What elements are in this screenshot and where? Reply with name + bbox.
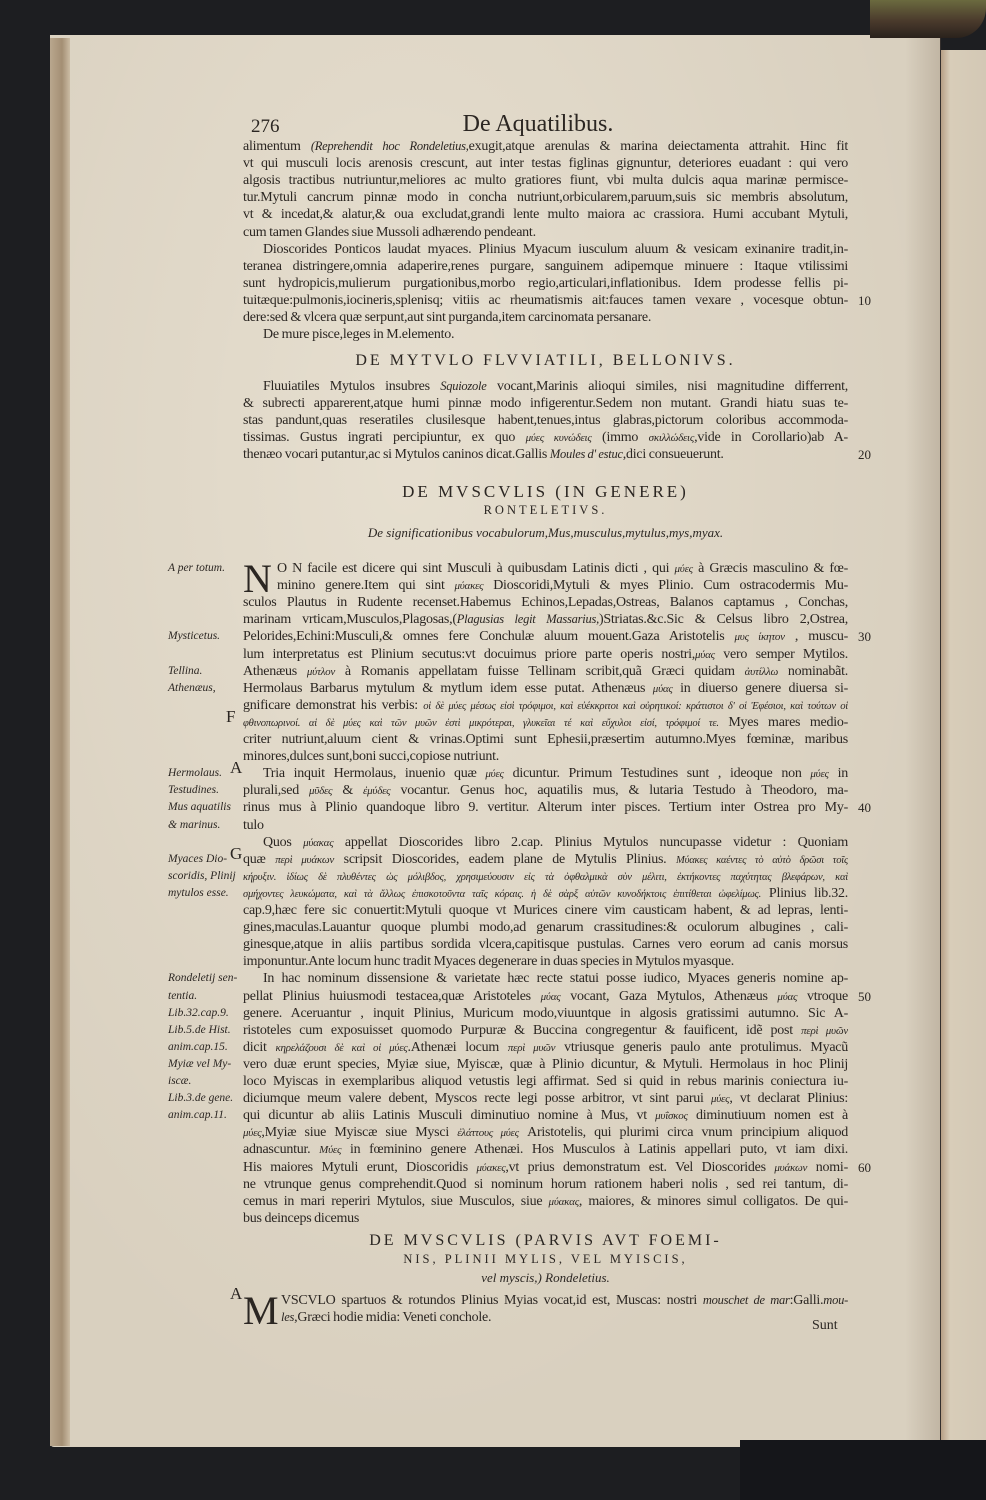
text-line (281, 1309, 848, 1326)
text-line (243, 378, 848, 395)
text-run: rinus mus à Plinio quandoque libro 9. vertitur. Alterum inter pisces. Tertium inter Ostrea pro My- (243, 800, 848, 816)
margin-note: Testudines. (168, 784, 220, 797)
margin-note: anim.cap.15. (168, 1040, 228, 1053)
greek-text: μύες (710, 1093, 730, 1106)
greek-text: φθινοπωρινοί. αἱ δὲ μύες καὶ τῶν μυῶν ἐστὶ μικρότεραι, γλυκεῖαι τέ καὶ εὔχυλοι εἰσί, τρόφιμοί τε. (243, 717, 719, 729)
text-run: ne vtrunque genus comprehendit.Quod si nominum horum rationem haberi nolis , sed rei tantum, di- (243, 1176, 848, 1192)
text-run: à Romanis appellatam fuisse Tellinam scribit,quã Græci quidam (335, 663, 745, 679)
text-run: (immo (591, 430, 649, 446)
text-run: Hermolaus Barbarus mytulum & mytlum idem esse putat. Athenæus (243, 680, 653, 696)
text-line (243, 851, 848, 868)
greek-text: μῦδες (309, 785, 333, 798)
catchword: Sunt (812, 1318, 838, 1333)
greek-text: περὶ μυῶν (801, 1024, 848, 1037)
text-run: Dioscorides Ponticos laudat myaces. Plinius Myacum iusculum aluum & vesicam exinanire tradit,in- (263, 241, 848, 257)
section-letter-marker: F (226, 707, 236, 727)
text-run: qui dicuntur ab aliis Latinis Musculi diminutiuo nomine à Mus, vt (243, 1108, 656, 1124)
text-line (243, 748, 848, 765)
text-line (243, 611, 848, 628)
text-run: vtriusque generis paulo ante protulimus. Myacũ (555, 1039, 848, 1055)
text-line (243, 765, 848, 782)
text-line (243, 1073, 848, 1090)
text-line (243, 628, 848, 645)
text-run: algosis tractibus nutriuntur,meliores ac multo gratiores fiunt, vbi multa dulcis aqua marinæ permisce- (243, 173, 848, 189)
greek-text: μυς ίκητον (734, 631, 785, 644)
section-letter-marker: A (230, 1284, 243, 1303)
text-run: loco Myiscas in exemplaribus aliquod vetustis legi affirmat. Sed si quid in rebus marinis coniectura iu- (243, 1074, 848, 1089)
text-run: lum interpretatus est Plinium secutus:vt docuimus priore parte operis nostri, (243, 646, 696, 662)
text-line (243, 1193, 848, 1210)
text-run: minino genere.Item qui sint (277, 578, 455, 594)
text-run: genere. Aceruantur , inquit Plinius, Muricum modo,viuuntque in algosis gratissimi autumno. Sic A- (243, 1005, 848, 1021)
margin-note: mytulos esse. (168, 886, 229, 899)
text-line (243, 241, 848, 258)
text-run: adnascuntur. (243, 1142, 320, 1158)
text-run: in (828, 766, 848, 782)
text-line (277, 577, 848, 594)
greek-text: μύτλον (306, 665, 336, 678)
margin-note: Mus aquatilis (168, 801, 231, 814)
text-line (243, 155, 848, 172)
text-run: tuitæque:pulmonis,iocineris,splenisq; vitiis ac rheumatismis ait:fauces tamen vexare , vocesque obtun- (243, 292, 848, 308)
section-letter-marker: A (230, 758, 243, 778)
text-run: VSCVLO spartuos & rotundos Plinius Myias vocat,id est, Muscas: nostri (281, 1293, 703, 1308)
greek-text: μύακες (454, 580, 484, 593)
italic-text: Moules d' estuc (549, 447, 623, 462)
greek-text: μυΐσκος (655, 1110, 688, 1123)
text-line (243, 1210, 848, 1227)
text-line (243, 799, 848, 816)
italic-text: (Reprehendit hoc Rondeletius, (310, 139, 469, 153)
heading-de-musculis-paruis-line3: vel myscis,) Rondeletius. (481, 1270, 610, 1285)
text-run: bus deinceps dicemus (243, 1210, 360, 1226)
text-run: Quos (263, 834, 304, 850)
text-run: , vt declarat Plinius: (729, 1091, 848, 1107)
margin-note: anim.cap.11. (168, 1109, 227, 1122)
text-run: tur.Mytuli cancrum pinnæ modo in concha nutriunt,orbicularem,paruum,suis sic membris absolutum, (243, 190, 848, 206)
text-run: cap.9,hæc fere sic conuertit:Mytuli quoque vt Murices cinere vim causticam habent, & ad lepras, lenti- (243, 903, 848, 918)
background-shadow (740, 1440, 986, 1500)
text-line (243, 446, 848, 463)
text-line (243, 680, 848, 697)
text-line (243, 395, 848, 412)
greek-text: περὶ μυῶν (507, 1041, 556, 1054)
text-run: sunt hydropicis,mulierum purgationibus,morbo regio,articulari,inflationibus. Idem prodesse fellis pi- (243, 275, 848, 291)
text-run: Aristotelis, qui plurimi circa vnum principium aliquod (518, 1125, 848, 1141)
text-run: nominabãt. (778, 663, 848, 679)
text-run: gnificare demonstrat his verbis: (243, 697, 424, 713)
text-run: cum tamen Glandes siue Mussoli adhærendo pendeant. (243, 224, 536, 240)
text-line (243, 1056, 848, 1073)
text-line (243, 731, 848, 748)
text-run: ,Myiæ siue Myiscæ siue Mysci (261, 1125, 458, 1141)
heading-de-musculis-paruis-line1: DE MVSCVLIS (PARVIS AVT FOEMI- (369, 1232, 722, 1249)
text-run: diciumque meum valere debent, Myscos recte legi posse arbitror, vt sint parui (243, 1091, 711, 1107)
text-run: vocant, Gaza Mytulos, Athenæus (560, 988, 778, 1004)
text-run: Tria inquit Hermolaus, inuenio quæ (263, 766, 486, 782)
margin-note: Rondeletij sen- (168, 972, 238, 985)
greek-text: Μύακες καέντες τὸ αὐτὸ δρῶσι τοῖς (676, 854, 848, 866)
text-run: gines,maculas.Lauantur quoque plumbi modo,ad genarum crassitudines:& oculorum albugines , cali- (243, 920, 848, 936)
section-letter-marker: G (230, 843, 243, 863)
text-run: ,vide in Corollario)ab A- (694, 430, 848, 446)
text-run: criter nutriunt,aluum cient & vrinas.Optimi sunt Ephesii,præsertim autumno.Myes fœminæ, maribus (243, 732, 848, 747)
greek-text: μύες (674, 563, 693, 575)
text-line (243, 189, 848, 206)
line-number: 10 (858, 292, 871, 308)
book-headband (870, 0, 986, 38)
text-line (243, 885, 848, 902)
margin-note: tentia. (168, 989, 198, 1002)
text-run: , maiores, & minores simul colligatos. De qui- (578, 1193, 848, 1209)
heading-de-mytulo-fluuiatili: DE MYTVLO FLVVIATILI, BELLONIVS. (355, 352, 736, 369)
text-line (243, 594, 848, 611)
text-line (243, 817, 848, 834)
text-line (277, 560, 848, 577)
italic-text: mou- (823, 1293, 848, 1307)
greek-text: οἱ δὲ μύες μέσως εἰσὶ τρόφιμοι, καὶ εὐέκκριτοι καὶ οὐρητικοί: κράτιστοι δ' οἱ Ἐφέσιοι, καὶ τούτων οἱ (423, 700, 848, 712)
greek-text: μυάκων (774, 1161, 808, 1174)
greek-text: κήρυξιν. ἰδίως δὲ πλυθέντες ὡς μόλιβδος, χρησιμεύουσιν εἰς τὰ ὀφθαλμικὰ σὺν μέλιτι, ἐκτήκοντες παχύτητας βλεφάρων, καὶ (243, 871, 848, 883)
text-run: vt & incedat,& alatur,& oua excludat,grandi lente multo maiora ac crassiora. Humi accubant Mytuli, (243, 207, 848, 223)
greek-text: μύες κυνώδεις (525, 432, 592, 445)
text-run: plurali,sed (243, 783, 310, 799)
text-run: vtroque (797, 988, 848, 1004)
text-run: vocantur. Genus hoc, aquatilis mus, & lutaria Testudo à Theodoro, ma- (390, 783, 848, 799)
greek-text: μύακας (303, 836, 334, 849)
text-run: tulo (243, 817, 264, 833)
text-line (243, 258, 848, 275)
text-line (243, 1141, 848, 1158)
text-line (243, 1124, 848, 1141)
text-line (243, 714, 848, 731)
text-run: , muscu- (784, 629, 848, 645)
text-line (243, 138, 848, 155)
text-run: imponuntur.Ante locum hunc tradit Myaces degenerare in duas species in Mytulos myasque. (243, 954, 735, 970)
greek-text: μύες (485, 768, 504, 781)
text-run: Dioscoridi,Mytuli & myes Plinio. Cum ostracodermis Mu- (483, 578, 848, 594)
text-run: pellat Plinius huiusmodi testacea,quæ Aristoteles (243, 988, 541, 1004)
greek-text: σμήχοντες λευκώματα, καὶ τὰ ἄλλως ἐπισκοτοῦντα ταῖς κόραις. ἡ δὲ σὰρξ αὐτῶν κυνοδήκτοις ἐπιτίθεται ὠφελίμως. (243, 888, 762, 900)
text-run: & (332, 783, 364, 799)
line-number: 30 (858, 629, 871, 645)
drop-cap: N (243, 556, 272, 601)
text-run: quæ (243, 851, 276, 867)
text-line (243, 326, 848, 343)
text-line (243, 1176, 848, 1193)
italic-text: les (281, 1310, 295, 1325)
text-run: dicit (243, 1039, 276, 1055)
margin-note: Tellina. (168, 664, 203, 677)
text-run: nomi- (807, 1159, 848, 1175)
page-gutter-shadow (905, 35, 941, 1447)
text-line (243, 1039, 848, 1056)
margin-note: scoridis, Plinij (168, 869, 236, 882)
greek-text: ἐμύδες (363, 785, 391, 798)
text-line (243, 936, 848, 953)
text-run: De mure pisce,leges in M.elemento. (263, 327, 455, 343)
greek-text: μύες (810, 768, 829, 781)
text-run: :Galli. (789, 1293, 824, 1308)
line-number: 50 (858, 988, 871, 1004)
facing-page-edge (941, 50, 986, 1470)
margin-note: Lib.32.cap.9. (168, 1006, 229, 1019)
margin-note: A per totum. (168, 562, 225, 574)
text-run: à Græcis masculino & fœ- (692, 561, 848, 576)
text-run: ,dici consueuerunt. (622, 447, 724, 463)
text-line (243, 172, 848, 189)
text-run: teranea distringere,omnia adaperire,renes purgare, sanguinem adipemque minuere : Itaque vtilissimi (243, 258, 848, 274)
text-run: .Athenæi locum (407, 1039, 508, 1055)
text-run: Plinius lib.32. (761, 885, 848, 901)
greek-text: Μύες (319, 1144, 342, 1157)
margin-note: Athenæus, (168, 681, 216, 694)
text-line (243, 646, 848, 663)
text-run: thenæo vocari putantur,ac si Mytulos caninos dicat.Gallis (243, 447, 550, 463)
greek-text: μύας (695, 648, 715, 661)
text-run: alimentum (243, 139, 311, 154)
text-run: appellat Dioscorides libro 2.cap. Plinius Mytulos nuncupasse videtur : Quoniam (333, 834, 848, 850)
text-run: ,vt prius demonstratum est. Vel Dioscorides (505, 1159, 775, 1175)
heading-de-musculis-paruis-line2: NIS, PLINII MYLIS, VEL MYISCIS, (403, 1252, 688, 1266)
text-run: Athenæus (243, 663, 307, 679)
text-run: dere:sed & vlcera quæ serpunt,aut sint purganda,item carcinomata persanare. (243, 310, 652, 325)
text-run: vero duæ erunt species, Myiæ siue, Myiscæ, quæ à Plinio dicuntur, & Mytuli. Hermolaus in hoc Plinij (243, 1056, 848, 1072)
text-run: vocant,Marinis alioqui similes, nisi magnitudine differrent, (486, 379, 848, 394)
line-number: 40 (858, 800, 871, 816)
text-run: ginesque,atque in aliis partibus sordida vlcera,capitisque pustulas. Carnes vero eorum ad canis morsus (243, 937, 848, 953)
drop-cap: M (243, 1288, 279, 1333)
running-title: De Aquatilibus. (462, 111, 614, 137)
text-run: cemus in mari reperiri Mytulos, siue Musculos, siue (243, 1193, 549, 1209)
text-run: In hac nominum dissensione & varietate hæc recte statui posse iudico, Myaces generis nomine ap- (263, 971, 848, 987)
text-line (243, 868, 848, 885)
greek-text: μύας (652, 682, 673, 695)
text-run: Pelorides,Echini:Musculi,& omnes fere Conchulæ aluum mouent.Gaza Aristotelis (243, 629, 735, 645)
text-line (243, 953, 848, 970)
text-line (243, 1022, 848, 1039)
margin-note: Mysticetus. (168, 630, 221, 643)
greek-text: ἐλάττους μύες (457, 1127, 519, 1140)
text-run: minores,dulces sunt,boni succi,copiose nutriunt. (243, 749, 499, 765)
greek-text: μύας (540, 990, 561, 1003)
text-run: vero semper Mytilos. (714, 646, 848, 662)
text-line (281, 1292, 848, 1309)
text-line (243, 988, 848, 1005)
italic-text: mouschet de mar (702, 1293, 790, 1307)
text-line (243, 663, 848, 680)
margin-note: Myaces Dio- (168, 852, 228, 865)
margin-note: iscæ. (168, 1075, 192, 1087)
text-run: vt qui musculi locis arenosis crescunt, aut inter testas figlinas gignuntur, deteriores euadant : qui vero (243, 156, 848, 172)
text-run: & subrecti apparerent,atque humi pinnæ modo infigerentur.Sedem non mutant. Grandi hiatu suas te- (243, 396, 848, 412)
text-run: sculos Plautus in Rudente recenset.Habemus Echinos,Lepadas,Ostreas, Balanos captamus , Conchas, (243, 595, 848, 611)
page-fore-edge (50, 38, 70, 1446)
text-line (243, 834, 848, 851)
line-number: 60 (858, 1159, 871, 1175)
greek-text: μύας (777, 990, 798, 1003)
text-line (243, 224, 848, 241)
text-run: Myes mares medio- (718, 714, 848, 730)
text-run: dicuntur. Primum Testudines sunt , ideoque non (503, 766, 811, 782)
page-number: 276 (251, 116, 280, 137)
text-line (243, 275, 848, 292)
greek-text: μύακες (476, 1161, 506, 1174)
text-run: ristoteles cum exposuisset quomodo Purpuræ & Buccina congregentur & fauificent, idẽ post (243, 1022, 802, 1038)
margin-note: Myiæ vel My- (168, 1057, 232, 1070)
text-run: scripsit Dioscorides, eadem plane de Mytulis Plinius. (334, 851, 677, 867)
italic-text: Plagusias legit Massarius, (456, 612, 599, 627)
text-run: O N facile est dicere qui sint Musculi à quibusdam Latinis dicti , qui (277, 561, 675, 576)
text-line (243, 919, 848, 936)
text-line (243, 902, 848, 919)
greek-text: ἀυτίλλω (744, 665, 779, 678)
text-run: stas pandunt,quas reseratiles clusilesque habent,tenues,intus glabras,pictorum coloribus accommoda- (243, 413, 848, 429)
margin-note: & marinus. (168, 818, 221, 831)
text-line (243, 970, 848, 987)
margin-note: Lib.5.de Hist. (168, 1023, 231, 1036)
text-line (243, 1159, 848, 1176)
heading-subtitle: De significationibus vocabulorum,Mus,musculus,mytulus,mys,myax. (367, 525, 724, 540)
text-line (243, 412, 848, 429)
greek-text: περὶ μυάκων (275, 853, 335, 866)
greek-text: μύακας (548, 1195, 579, 1208)
italic-text: Squiozole (440, 379, 487, 393)
text-run: tissimas. Gustus ingrati percipiuntur, ex quo (243, 430, 526, 446)
text-line (243, 429, 848, 446)
text-line (243, 1107, 848, 1124)
margin-note: Lib.3.de gene. (168, 1092, 234, 1105)
greek-text: σκιλλώδεις (648, 432, 695, 445)
greek-text: κηρελάζουσι δὲ καὶ οἱ μύες (275, 1041, 408, 1054)
text-line (243, 292, 848, 309)
text-run: marinam vrticam,Musculos,Plagosas,( (243, 612, 457, 628)
greek-text: μύες (243, 1127, 262, 1140)
text-line (243, 697, 848, 714)
text-run: exugit,atque arenulas & marina deiectamenta attrahit. Hinc fit (468, 139, 848, 154)
text-run: in fœminino genere Athenæi. Hos Musculos à Latinis appellari puto, vt iam dixi. (341, 1142, 848, 1158)
text-run: Fluuiatiles Mytulos insubres (263, 379, 441, 394)
heading-de-musculis-in-genere: DE MVSCVLIS (IN GENERE) (402, 482, 689, 501)
text-line (243, 1005, 848, 1022)
text-run: in diuerso genere diuersa si- (672, 680, 848, 696)
text-run: )Striatas.&c.Sic & Celsus libro 2,Ostrea, (598, 612, 848, 628)
line-number: 20 (858, 447, 871, 463)
text-line (243, 782, 848, 799)
text-line (243, 206, 848, 223)
margin-note: Hermolaus. (168, 767, 222, 780)
text-line (243, 309, 848, 326)
text-run: ,Græci hodie midia: Veneti conchole. (294, 1310, 492, 1326)
text-line (243, 1090, 848, 1107)
text-run: His maiores Mytuli erunt, Dioscoridis (243, 1159, 477, 1175)
text-run: diminutiuum nomen est à (687, 1108, 848, 1124)
heading-author: RONTELETIVS. (483, 503, 608, 517)
